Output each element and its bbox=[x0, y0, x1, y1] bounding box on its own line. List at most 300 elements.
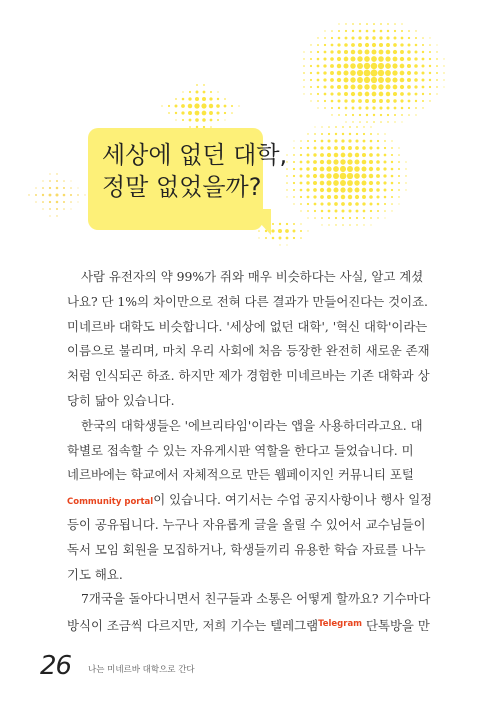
decoration-dot bbox=[377, 140, 379, 142]
decoration-dot bbox=[387, 30, 389, 32]
body-line: 학별로 접속할 수 있는 자유게시판 역할을 한다고 들었습니다. 미 bbox=[67, 442, 414, 458]
decoration-dot bbox=[414, 71, 418, 75]
decoration-dot bbox=[195, 118, 199, 122]
decoration-dot bbox=[377, 133, 379, 135]
decoration-dot bbox=[436, 44, 437, 45]
decoration-dot bbox=[345, 114, 347, 116]
decoration-dot bbox=[320, 160, 324, 164]
decoration-dot bbox=[317, 44, 319, 46]
decoration-dot bbox=[334, 202, 338, 206]
decoration-dot bbox=[385, 84, 390, 89]
decoration-dot bbox=[369, 160, 373, 164]
decoration-dot bbox=[372, 99, 376, 103]
decoration-dot bbox=[376, 174, 380, 178]
running-title: 나는 미네르바 대학으로 간다 bbox=[88, 665, 195, 675]
decoration-dot bbox=[429, 44, 431, 46]
decoration-dot bbox=[168, 105, 170, 107]
decoration-dot bbox=[371, 70, 378, 77]
decoration-dot bbox=[300, 230, 302, 232]
decoration-dot bbox=[383, 167, 386, 170]
body-line: 7개국을 돌아다니면서 친구들과 소통은 어떻게 할까요? 기수마다 bbox=[81, 591, 431, 607]
decoration-dot bbox=[182, 119, 184, 121]
decoration-dot bbox=[387, 23, 389, 25]
section-title bbox=[102, 139, 287, 203]
decoration-dot bbox=[300, 237, 302, 239]
decoration-dot bbox=[286, 244, 287, 245]
decoration-dot bbox=[35, 201, 36, 202]
decoration-dot bbox=[400, 71, 405, 76]
decoration-dot bbox=[429, 58, 431, 60]
decoration-dot bbox=[415, 107, 417, 109]
decoration-dot bbox=[422, 51, 424, 53]
decoration-dot bbox=[279, 223, 281, 225]
decoration-dot bbox=[385, 70, 391, 76]
decoration-dot bbox=[321, 133, 323, 135]
decoration-dot bbox=[391, 203, 393, 205]
decoration-dot bbox=[350, 77, 355, 82]
decoration-dot bbox=[342, 126, 344, 128]
decoration-dot bbox=[400, 78, 405, 83]
decoration-dot bbox=[63, 187, 65, 189]
decoration-dot bbox=[345, 30, 347, 32]
decoration-dot bbox=[345, 37, 348, 40]
decoration-dot bbox=[394, 37, 397, 40]
body-line-with-annotation bbox=[67, 488, 433, 513]
decoration-dot bbox=[436, 72, 438, 74]
decoration-dot bbox=[331, 107, 333, 109]
decoration-dot bbox=[70, 187, 72, 189]
decoration-dot bbox=[361, 173, 366, 178]
decoration-dot bbox=[328, 126, 330, 128]
decoration-dot bbox=[238, 105, 239, 106]
decoration-dot bbox=[202, 97, 206, 101]
body-line: 처럼 인식되곤 하죠. 하지만 제가 경험한 미네르바는 기존 대학과 상 bbox=[67, 368, 430, 384]
decoration-dot bbox=[401, 37, 404, 40]
decoration-dot bbox=[42, 194, 44, 196]
decoration-dot bbox=[362, 167, 367, 172]
decoration-dot bbox=[331, 100, 334, 103]
decoration-dot bbox=[414, 78, 418, 82]
decoration-dot bbox=[344, 64, 349, 69]
annotation-telegram: Telegram bbox=[318, 619, 363, 630]
decoration-dot bbox=[324, 51, 327, 54]
decoration-dot bbox=[196, 91, 199, 94]
decoration-dot bbox=[317, 100, 319, 102]
decoration-dot bbox=[414, 85, 417, 88]
decoration-dot bbox=[379, 92, 384, 97]
decoration-dot bbox=[307, 217, 308, 218]
decoration-dot bbox=[182, 98, 185, 101]
body-line: 한국의 대학생들은 '에브리타임'이라는 앱을 사용하더라고요. 대 bbox=[81, 417, 423, 433]
decoration-dot bbox=[363, 126, 364, 127]
decoration-dot bbox=[341, 153, 346, 158]
decoration-dot bbox=[398, 168, 400, 170]
decoration-dot bbox=[327, 188, 332, 193]
decoration-dot bbox=[379, 36, 382, 39]
decoration-dot bbox=[338, 100, 341, 103]
decoration-dot bbox=[429, 86, 431, 88]
decoration-dot bbox=[391, 196, 393, 198]
decoration-dot bbox=[303, 72, 305, 74]
decoration-dot bbox=[300, 203, 302, 205]
decoration-dot bbox=[337, 43, 340, 46]
decoration-dot bbox=[286, 237, 289, 240]
decoration-dot bbox=[209, 97, 212, 100]
decoration-dot bbox=[362, 188, 366, 192]
decoration-dot bbox=[415, 93, 418, 96]
decoration-dot bbox=[335, 224, 336, 225]
decoration-dot bbox=[307, 147, 309, 149]
decoration-dot bbox=[49, 215, 50, 216]
decoration-dot bbox=[350, 70, 356, 76]
decoration-dot bbox=[398, 196, 399, 197]
decoration-dot bbox=[370, 126, 371, 127]
decoration-dot bbox=[337, 57, 341, 61]
decoration-dot bbox=[351, 85, 356, 90]
decoration-dot bbox=[414, 57, 417, 60]
decoration-dot bbox=[210, 91, 212, 93]
decoration-dot bbox=[351, 92, 355, 96]
decoration-dot bbox=[344, 92, 348, 96]
decoration-dot bbox=[314, 133, 316, 135]
decoration-dot bbox=[320, 202, 323, 205]
decoration-dot bbox=[429, 72, 431, 74]
decoration-dot bbox=[349, 133, 351, 135]
decoration-dot bbox=[216, 104, 220, 108]
decoration-dot bbox=[369, 146, 372, 149]
decoration-dot bbox=[344, 57, 349, 62]
decoration-dot bbox=[401, 23, 402, 24]
decoration-dot bbox=[370, 224, 371, 225]
decoration-dot bbox=[443, 65, 444, 66]
decoration-dot bbox=[436, 79, 438, 81]
decoration-dot bbox=[362, 202, 365, 205]
decoration-dot bbox=[42, 180, 43, 181]
decoration-dot bbox=[310, 65, 312, 67]
decoration-dot bbox=[405, 182, 406, 183]
decoration-dot bbox=[407, 64, 411, 68]
decoration-dot bbox=[369, 153, 373, 157]
decoration-dot bbox=[386, 99, 390, 103]
decoration-dot bbox=[338, 23, 339, 24]
decoration-dot bbox=[379, 43, 383, 47]
decoration-dot bbox=[340, 173, 347, 180]
decoration-dot bbox=[258, 237, 259, 238]
decoration-dot bbox=[303, 58, 304, 59]
decoration-dot bbox=[398, 189, 400, 191]
decoration-dot bbox=[350, 56, 355, 61]
decoration-dot bbox=[344, 43, 348, 47]
decoration-dot bbox=[63, 180, 65, 182]
decoration-dot bbox=[293, 203, 294, 204]
decoration-dot bbox=[355, 202, 359, 206]
body-line: 미네르바 대학도 비슷합니다. '세상에 없던 대학', '혁신 대학'이라는 bbox=[67, 318, 428, 334]
body-line: 나요? 단 1%의 차이만으로 전혀 다른 결과가 만들어진다는 것이죠. bbox=[67, 293, 428, 309]
decoration-dot bbox=[392, 70, 397, 75]
decoration-dot bbox=[407, 85, 411, 89]
decoration-dot bbox=[370, 217, 372, 219]
decoration-dot bbox=[405, 175, 406, 176]
decoration-dot bbox=[335, 217, 337, 219]
decoration-dot bbox=[55, 193, 58, 196]
decoration-dot bbox=[443, 79, 444, 80]
decoration-dot bbox=[326, 180, 331, 185]
decoration-dot bbox=[279, 237, 282, 240]
decoration-dot bbox=[355, 188, 360, 193]
decoration-dot bbox=[355, 139, 358, 142]
body-line-text: 방식이 조금씩 다르지만, 저희 기수는 텔레그램 bbox=[67, 618, 319, 634]
decoration-dot bbox=[376, 195, 379, 198]
decoration-dot bbox=[300, 189, 303, 192]
decoration-dot bbox=[391, 210, 392, 211]
decoration-dot bbox=[357, 84, 362, 89]
decoration-dot bbox=[358, 92, 363, 97]
decoration-dot bbox=[49, 187, 51, 189]
decoration-dot bbox=[443, 58, 444, 59]
decoration-dot bbox=[377, 203, 380, 206]
decoration-dot bbox=[320, 153, 324, 157]
decoration-dot bbox=[355, 153, 359, 157]
decoration-dot bbox=[196, 84, 198, 86]
decoration-dot bbox=[333, 166, 339, 172]
body-line: 이름으로 불리며, 마치 우리 사회에 처음 등장한 완전히 새로운 존재 bbox=[67, 343, 430, 359]
decoration-dot bbox=[422, 100, 424, 102]
decoration-dot bbox=[317, 79, 320, 82]
decoration-dot bbox=[306, 188, 309, 191]
decoration-dot bbox=[354, 159, 359, 164]
decoration-dot bbox=[300, 161, 303, 164]
decoration-dot bbox=[370, 140, 373, 143]
decoration-dot bbox=[341, 146, 345, 150]
decoration-dot bbox=[310, 100, 311, 101]
decoration-dot bbox=[401, 107, 404, 110]
decoration-dot bbox=[372, 50, 377, 55]
decoration-dot bbox=[321, 210, 324, 213]
decoration-dot bbox=[217, 119, 219, 121]
decoration-dot bbox=[351, 36, 354, 39]
decoration-dot bbox=[35, 194, 37, 196]
decoration-dot bbox=[330, 71, 334, 75]
decoration-dot bbox=[317, 86, 319, 88]
decoration-dot bbox=[307, 230, 308, 231]
decoration-dot bbox=[422, 44, 424, 46]
decoration-dot bbox=[429, 51, 431, 53]
decoration-dot bbox=[335, 126, 337, 128]
decoration-dot bbox=[357, 56, 362, 61]
decoration-dot bbox=[334, 139, 337, 142]
decoration-dot bbox=[333, 173, 339, 179]
decoration-dot bbox=[231, 105, 233, 107]
decoration-dot bbox=[377, 217, 378, 218]
decoration-dot bbox=[352, 107, 355, 110]
decoration-dot bbox=[324, 93, 327, 96]
decoration-dot bbox=[314, 217, 316, 219]
decoration-dot bbox=[320, 174, 325, 179]
decoration-dot bbox=[421, 71, 424, 74]
decoration-dot bbox=[337, 64, 341, 68]
decoration-dot bbox=[376, 160, 380, 164]
decoration-dot bbox=[422, 86, 425, 89]
decoration-dot bbox=[392, 63, 397, 68]
body-text bbox=[67, 265, 433, 637]
decoration-dot bbox=[365, 92, 370, 97]
decoration-dot bbox=[313, 160, 317, 164]
decoration-dot bbox=[379, 106, 382, 109]
decoration-dot bbox=[330, 85, 334, 89]
body-line: 독서 모임 회원을 모집하거나, 학생들끼리 유용한 학습 자료를 나누 bbox=[67, 541, 426, 557]
decoration-dot bbox=[303, 65, 305, 67]
decoration-dot bbox=[161, 105, 162, 106]
decoration-dot bbox=[405, 161, 406, 162]
decoration-dot bbox=[415, 100, 417, 102]
decoration-dot bbox=[400, 57, 404, 61]
decoration-dot bbox=[407, 50, 410, 53]
decoration-dot bbox=[202, 118, 206, 122]
decoration-dot bbox=[327, 160, 332, 165]
decoration-dot bbox=[363, 210, 366, 213]
decoration-dot bbox=[341, 202, 345, 206]
decoration-dot bbox=[401, 121, 402, 122]
decoration-dot bbox=[365, 50, 370, 55]
decoration-dot bbox=[348, 195, 352, 199]
decoration-dot bbox=[337, 92, 341, 96]
decoration-dot bbox=[293, 175, 295, 177]
decoration-dot bbox=[265, 237, 267, 239]
decoration-dot bbox=[364, 56, 370, 62]
decoration-dot bbox=[393, 50, 397, 54]
decoration-dot bbox=[387, 114, 389, 116]
decoration-dot bbox=[349, 217, 351, 219]
decoration-dot bbox=[333, 159, 338, 164]
decoration-dot bbox=[320, 146, 323, 149]
decoration-dot bbox=[224, 119, 225, 120]
decoration-dot bbox=[398, 154, 400, 156]
decoration-dot bbox=[400, 50, 404, 54]
decoration-dot bbox=[293, 237, 295, 239]
decoration-dot bbox=[348, 139, 351, 142]
body-line-text: 단톡방을 만 bbox=[366, 618, 430, 634]
decoration-dot bbox=[313, 174, 317, 178]
decoration-dot bbox=[328, 133, 330, 135]
decoration-dot bbox=[334, 146, 338, 150]
decoration-dot bbox=[314, 140, 316, 142]
decoration-dot bbox=[293, 140, 294, 141]
decoration-dot bbox=[358, 99, 362, 103]
decoration-dot bbox=[300, 168, 303, 171]
decoration-dot bbox=[300, 154, 302, 156]
decoration-dot bbox=[405, 168, 406, 169]
decoration-dot bbox=[28, 194, 29, 195]
decoration-dot bbox=[293, 223, 295, 225]
decoration-dot bbox=[35, 187, 36, 188]
decoration-dot bbox=[443, 86, 444, 87]
decoration-dot bbox=[436, 65, 438, 67]
decoration-dot bbox=[341, 195, 345, 199]
decoration-dot bbox=[56, 173, 57, 174]
decoration-dot bbox=[391, 182, 394, 185]
decoration-dot bbox=[307, 133, 308, 134]
decoration-dot bbox=[63, 208, 65, 210]
decoration-dot bbox=[313, 188, 317, 192]
decoration-dot bbox=[303, 51, 304, 52]
decoration-dot bbox=[362, 146, 366, 150]
decoration-dot bbox=[306, 174, 310, 178]
decoration-dot bbox=[370, 203, 373, 206]
decoration-dot bbox=[320, 181, 325, 186]
decoration-dot bbox=[337, 71, 342, 76]
decoration-dot bbox=[286, 223, 288, 225]
decoration-dot bbox=[348, 153, 353, 158]
decoration-dot bbox=[338, 107, 340, 109]
decoration-dot bbox=[363, 224, 364, 225]
decoration-dot bbox=[370, 133, 372, 135]
decoration-dot bbox=[429, 79, 431, 81]
decoration-dot bbox=[391, 147, 393, 149]
decoration-dot bbox=[359, 30, 362, 33]
decoration-dot bbox=[331, 30, 333, 32]
decoration-dot bbox=[415, 44, 418, 47]
decoration-dot bbox=[429, 65, 431, 67]
decoration-dot bbox=[391, 168, 394, 171]
decoration-dot bbox=[378, 77, 384, 83]
decoration-dot bbox=[391, 140, 392, 141]
decoration-dot bbox=[209, 104, 213, 108]
decoration-dot bbox=[408, 114, 410, 116]
decoration-dot bbox=[323, 71, 326, 74]
decoration-dot bbox=[371, 56, 377, 62]
decoration-dot bbox=[415, 30, 416, 31]
decoration-dot bbox=[313, 195, 316, 198]
decoration-dot bbox=[356, 126, 358, 128]
decoration-dot bbox=[394, 107, 397, 110]
decoration-dot bbox=[365, 99, 369, 103]
decoration-dot bbox=[436, 93, 437, 94]
decoration-dot bbox=[310, 86, 312, 88]
body-line: 네르바에는 학교에서 자체적으로 만든 웹페이지인 커뮤니티 포털 bbox=[67, 467, 414, 483]
decoration-dot bbox=[384, 189, 387, 192]
decoration-dot bbox=[400, 99, 403, 102]
decoration-dot bbox=[369, 167, 373, 171]
decoration-dot bbox=[317, 51, 319, 53]
decoration-dot bbox=[355, 195, 359, 199]
decoration-dot bbox=[331, 37, 333, 39]
page-number: 26 bbox=[40, 651, 72, 681]
decoration-dot bbox=[408, 44, 411, 47]
decoration-dot bbox=[271, 229, 274, 232]
decoration-dot bbox=[310, 72, 312, 74]
decoration-dot bbox=[324, 44, 326, 46]
decoration-dot bbox=[330, 50, 333, 53]
decoration-dot bbox=[365, 36, 368, 39]
decoration-dot bbox=[350, 63, 356, 69]
decoration-dot bbox=[307, 140, 309, 142]
decoration-dot bbox=[313, 181, 317, 185]
decoration-dot bbox=[436, 58, 438, 60]
decoration-dot bbox=[202, 111, 207, 116]
decoration-dot bbox=[372, 43, 376, 47]
decoration-dot bbox=[342, 217, 344, 219]
decoration-dot bbox=[201, 103, 206, 108]
decoration-dot bbox=[386, 43, 390, 47]
decoration-dot bbox=[49, 180, 51, 182]
decoration-dot bbox=[303, 86, 304, 87]
decoration-dot bbox=[354, 166, 360, 172]
decoration-dot bbox=[347, 180, 353, 186]
decoration-dot bbox=[357, 63, 363, 69]
decoration-dot bbox=[307, 196, 310, 199]
decoration-dot bbox=[372, 36, 375, 39]
decoration-dot bbox=[384, 161, 387, 164]
